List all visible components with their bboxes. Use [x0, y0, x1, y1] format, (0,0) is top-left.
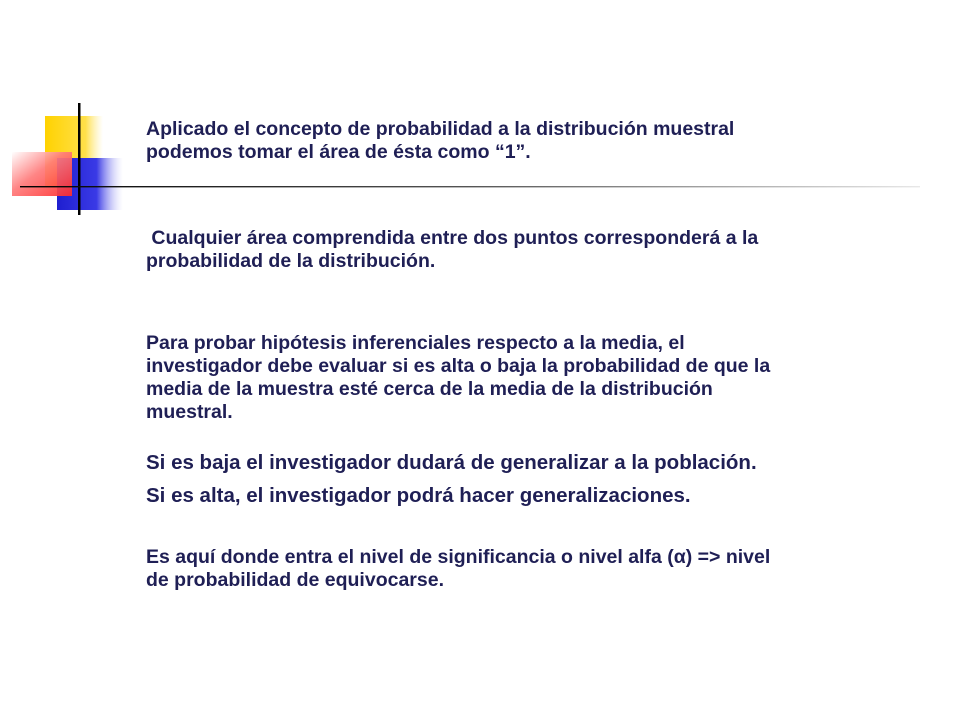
text-line: muestral.	[146, 401, 233, 423]
text-line: Es aquí donde entra el nivel de significancia o nivel alfa (α) => nivel	[146, 546, 771, 568]
red-square	[12, 152, 72, 196]
paragraph-hypothesis-testing	[146, 332, 770, 424]
paragraph-area-between-points	[146, 227, 758, 273]
text-line: de probabilidad de equivocarse.	[146, 569, 444, 591]
paragraph-low-probability	[146, 451, 757, 474]
paragraph-significance-level	[146, 546, 770, 592]
text-line: Para probar hipótesis inferenciales respecto a la media, el	[146, 332, 685, 354]
corner-decoration	[0, 0, 960, 230]
text-line: podemos tomar el área de ésta como “1”.	[146, 141, 531, 163]
text-line: media de la muestra esté cerca de la media de la distribución	[146, 378, 713, 400]
text-line: probabilidad de la distribución.	[146, 250, 436, 272]
text-line: Cualquier área comprendida entre dos puntos corresponderá a la	[146, 227, 759, 249]
text-line: investigador debe evaluar si es alta o baja la probabilidad de que la	[146, 355, 771, 377]
horizontal-rule	[20, 186, 920, 187]
text-line: Aplicado el concepto de probabilidad a la distribución muestral	[146, 118, 735, 140]
paragraph-high-probability	[146, 484, 691, 507]
vertical-rule	[78, 103, 81, 215]
text-line: Si es baja el investigador dudará de generalizar a la población.	[146, 451, 757, 474]
text-line: Si es alta, el investigador podrá hacer generalizaciones.	[146, 484, 691, 507]
paragraph-area-concept	[146, 118, 734, 164]
